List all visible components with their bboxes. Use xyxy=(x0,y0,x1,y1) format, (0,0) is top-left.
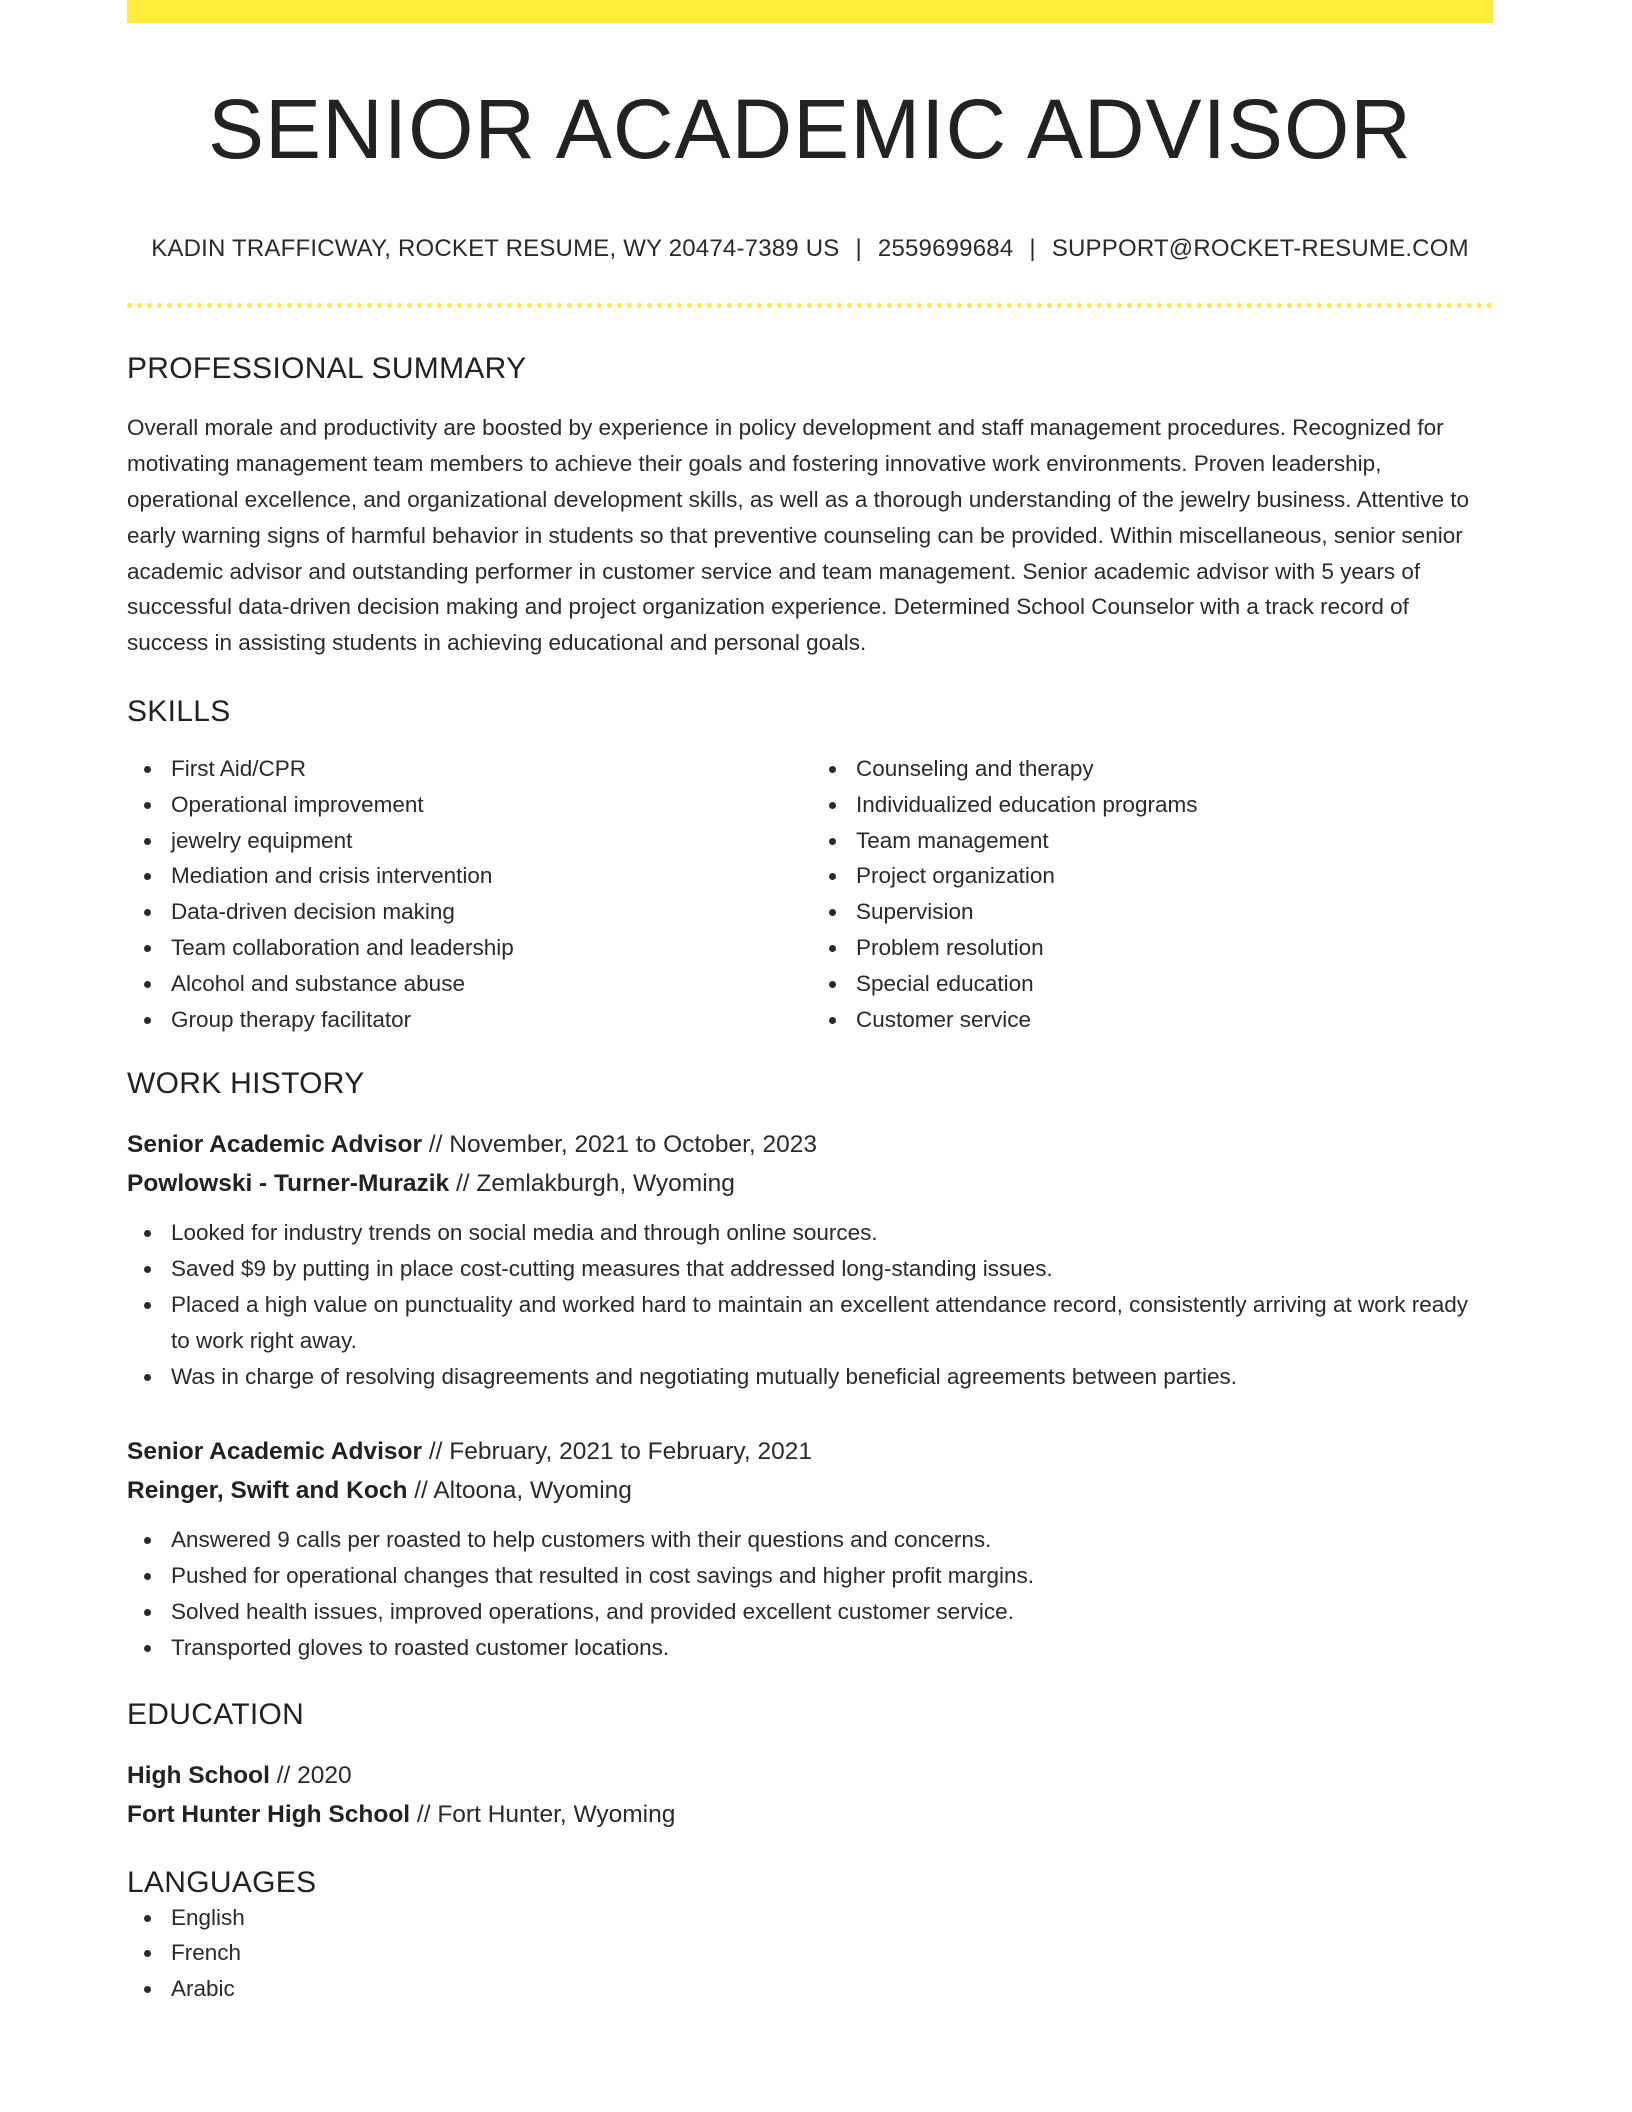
resume-page xyxy=(127,0,1493,2007)
skills-list xyxy=(127,751,1493,1037)
job-entry xyxy=(127,1432,1493,1665)
skill-item: Individualized education programs xyxy=(812,787,1493,823)
job-dates: // November, 2021 to October, 2023 xyxy=(428,1131,817,1159)
skill-item: Project organization xyxy=(812,858,1493,894)
contact-phone: 2559699684 xyxy=(877,235,1014,263)
job-title: Senior Academic Advisor xyxy=(127,1438,423,1466)
skill-item: Counseling and therapy xyxy=(812,751,1493,787)
job-bullets xyxy=(127,1215,1493,1394)
work-history-heading: WORK HISTORY xyxy=(127,1067,365,1101)
job-location: // Altoona, Wyoming xyxy=(414,1477,632,1505)
job-company: Powlowski - Turner-Murazik xyxy=(127,1170,450,1198)
skill-item: Operational improvement xyxy=(127,787,808,823)
education-year: // 2020 xyxy=(276,1761,352,1789)
skill-item: Mediation and crisis intervention xyxy=(127,858,808,894)
job-bullet: Solved health issues, improved operations, and provided excellent customer service. xyxy=(127,1594,1493,1630)
job-bullet: Looked for industry trends on social media and through online sources. xyxy=(127,1215,1493,1251)
languages-list xyxy=(127,1900,1493,2007)
job-company-line xyxy=(127,1471,1493,1510)
job-company: Reinger, Swift and Koch xyxy=(127,1477,408,1505)
language-item: English xyxy=(127,1900,1493,1936)
skill-item: Problem resolution xyxy=(812,930,1493,966)
skill-item: Special education xyxy=(812,966,1493,1002)
language-item: French xyxy=(127,1935,1493,1971)
skill-item: jewelry equipment xyxy=(127,823,808,859)
contact-separator: | xyxy=(855,235,862,263)
summary-text: Overall morale and productivity are boosted by experience in policy development and staff management procedures. Recognized for motivating management team members to achieve their goals and fostering innovative work environments. Proven leadership, operational excellence, and organizational development skills, as well as a thorough understanding of the jewelry business. Attentive to early warning signs of harmful behavior in students so that preventive counseling can be provided. Within miscellaneous, senior senior academic advisor and outstanding performer in customer service and team management. Senior academic advisor with 5 years of successful data-driven decision making and project organization experience. Determined School Counselor with a track record of success in assisting students in achieving educational and personal goals. xyxy=(127,415,1470,656)
skills-heading: SKILLS xyxy=(127,694,231,728)
education-school-line xyxy=(127,1795,1493,1834)
skill-item: Supervision xyxy=(812,894,1493,930)
summary-heading: PROFESSIONAL SUMMARY xyxy=(127,352,527,386)
job-title-line xyxy=(127,1432,1493,1471)
education-entry xyxy=(127,1756,1493,1834)
education-heading: EDUCATION xyxy=(127,1697,305,1731)
education-degree-line xyxy=(127,1756,1493,1795)
job-bullet: Saved $9 by putting in place cost-cutting measures that addressed long-standing issues. xyxy=(127,1251,1493,1287)
job-location: // Zemlakburgh, Wyoming xyxy=(456,1170,735,1198)
job-bullets xyxy=(127,1522,1493,1665)
education-degree: High School xyxy=(127,1761,270,1789)
job-title-line xyxy=(127,1125,1493,1164)
skill-item: Team collaboration and leadership xyxy=(127,930,808,966)
job-company-line xyxy=(127,1164,1493,1203)
education-location: // Fort Hunter, Wyoming xyxy=(416,1800,676,1828)
skill-item: Data-driven decision making xyxy=(127,894,808,930)
contact-address: KADIN TRAFFICWAY, ROCKET RESUME, WY 20474-7389 US xyxy=(151,235,840,263)
job-bullet: Pushed for operational changes that resulted in cost savings and higher profit margins. xyxy=(127,1558,1493,1594)
skill-item: Customer service xyxy=(812,1002,1493,1038)
education-school: Fort Hunter High School xyxy=(127,1800,411,1828)
contact-email: SUPPORT@ROCKET-RESUME.COM xyxy=(1051,235,1469,263)
job-bullet: Transported gloves to roasted customer locations. xyxy=(127,1630,1493,1666)
dotted-divider xyxy=(127,303,1493,308)
job-bullet: Was in charge of resolving disagreements and negotiating mutually beneficial agreements between parties. xyxy=(127,1359,1493,1395)
contact-separator: | xyxy=(1029,235,1036,263)
job-bullet: Answered 9 calls per roasted to help customers with their questions and concerns. xyxy=(127,1522,1493,1558)
language-item: Arabic xyxy=(127,1971,1493,2007)
languages-heading: LANGUAGES xyxy=(127,1865,317,1899)
contact-line xyxy=(127,235,1493,263)
skill-item: First Aid/CPR xyxy=(127,751,808,787)
job-dates: // February, 2021 to February, 2021 xyxy=(428,1438,812,1466)
page-title: SENIOR ACADEMIC ADVISOR xyxy=(208,82,1412,176)
accent-top-bar xyxy=(127,0,1493,23)
skill-item: Group therapy facilitator xyxy=(127,1002,808,1038)
skills-column-left xyxy=(127,751,808,1037)
job-entry xyxy=(127,1125,1493,1394)
skill-item: Team management xyxy=(812,823,1493,859)
job-bullet: Placed a high value on punctuality and worked hard to maintain an excellent attendance record, consistently arriving at work ready to work right away. xyxy=(127,1287,1493,1359)
skill-item: Alcohol and substance abuse xyxy=(127,966,808,1002)
skills-column-right xyxy=(808,751,1493,1037)
job-title: Senior Academic Advisor xyxy=(127,1131,423,1159)
